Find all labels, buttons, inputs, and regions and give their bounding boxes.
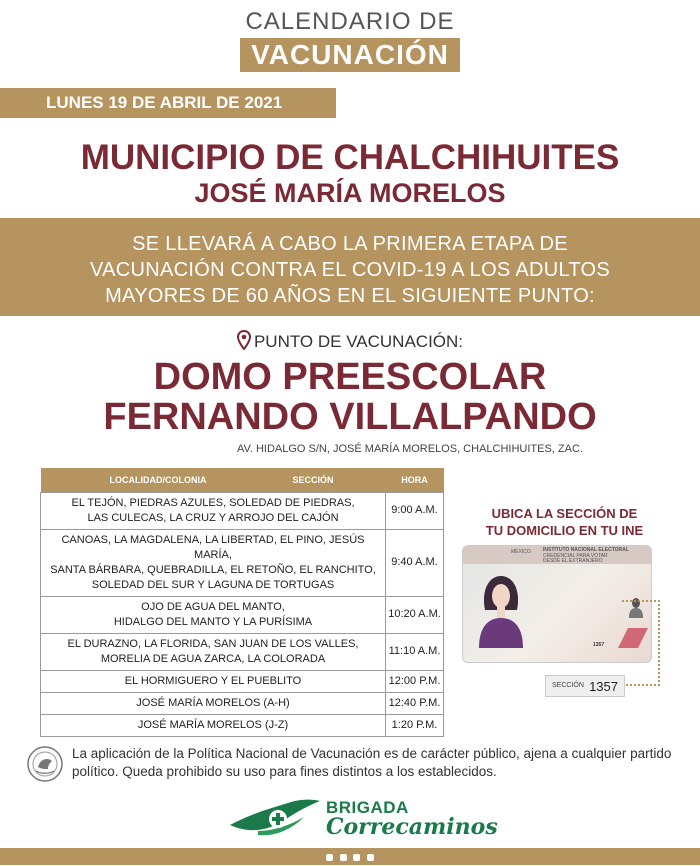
announcement-banner — [0, 218, 700, 316]
schedule-table — [40, 468, 444, 737]
instagram-icon — [353, 854, 360, 861]
twitter-icon — [340, 854, 347, 861]
locality-line: SANTA BÁRBARA, QUEBRADILLA, EL RETOÑO, EL RANCHITO, — [50, 563, 376, 576]
municipality-title: MUNICIPIO DE CHALCHIHUITES — [80, 138, 620, 177]
map-pin-icon — [237, 330, 251, 350]
table-row — [41, 633, 444, 670]
brigada-logo — [228, 795, 498, 845]
disclaimer-text: La aplicación de la Política Nacional de Vacunación es de carácter público, ajena a cualquier partido político. Queda prohibido su uso para fines distintos a los establecidos. — [72, 746, 672, 779]
locality-cell — [41, 633, 386, 670]
municipality-subtitle: JOSÉ MARÍA MORELOS — [194, 178, 506, 208]
locality-line: EL DURAZNO, LA FLORIDA, SAN JUAN DE LOS VALLES, — [67, 637, 359, 650]
locality-header: LOCALIDAD/COLONIA SECCIÓN — [41, 468, 386, 492]
ine-instructions — [462, 505, 667, 539]
schedule-body — [41, 492, 444, 736]
ine-card-institute: INSTITUTO NACIONAL ELECTORAL — [543, 547, 629, 553]
time-cell: 11:10 A.M. — [386, 633, 444, 670]
brand-line1: BRIGADA — [326, 798, 409, 817]
section-badge — [545, 675, 625, 697]
locality-cell — [41, 714, 386, 736]
table-row — [41, 692, 444, 714]
table-row — [41, 596, 444, 633]
time-cell: 9:40 A.M. — [386, 529, 444, 596]
venue-label-row — [0, 330, 700, 352]
roadrunner-logo-icon — [228, 795, 323, 843]
locality-line: MORELIA DE AGUA ZARCA, LA COLORADA — [100, 652, 326, 665]
time-cell: 1:20 P.M. — [386, 714, 444, 736]
locality-cell — [41, 492, 386, 529]
time-cell: 12:40 P.M. — [386, 692, 444, 714]
ine-card-section: 1357 — [593, 642, 605, 648]
ine-title-line: UBICA LA SECCIÓN DE — [491, 506, 638, 521]
locality-cell — [41, 670, 386, 692]
footer-bar — [0, 848, 700, 865]
section-badge-label: SECCIÓN — [552, 682, 584, 689]
section-badge-value: 1357 — [589, 679, 618, 694]
announcement-line: MAYORES DE 60 AÑOS EN EL SIGUIENTE PUNTO: — [105, 285, 595, 307]
locality-line: LAS CULECAS, LA CRUZ Y ARROJO DEL CAJÓN — [87, 511, 339, 524]
locality-line: SOLEDAD DEL SUR Y LAGUNA DE TORTUGAS — [91, 578, 335, 591]
locality-cell — [41, 692, 386, 714]
table-row — [41, 670, 444, 692]
locality-line: JOSÉ MARÍA MORELOS (J-Z) — [137, 718, 289, 731]
venue-name-line2: FERNANDO VILLALPANDO — [103, 396, 597, 438]
ine-card-doc: CREDENCIAL PARA VOTAR — [543, 553, 608, 559]
venue-label: PUNTO DE VACUNACIÓN: — [253, 332, 464, 351]
announcement-line: SE LLEVARÁ A CABO LA PRIMERA ETAPA DE — [132, 233, 568, 255]
locality-cell — [41, 529, 386, 596]
table-row — [41, 529, 444, 596]
ine-card-country: MÉXICO — [511, 549, 531, 555]
brand-line2: Correcaminos — [326, 814, 498, 840]
youtube-icon — [367, 854, 374, 861]
locality-line: EL TEJÓN, PIEDRAS AZULES, SOLEDAD DE PIEDRAS, — [71, 496, 355, 509]
locality-line: JOSÉ MARÍA MORELOS (A-H) — [136, 696, 290, 709]
section-header: SECCIÓN — [292, 474, 334, 485]
ine-card-band — [463, 546, 652, 564]
locality-line: CANOAS, LA MAGDALENA, LA LIBERTAD, EL PINO, JESÚS MARÍA, — [61, 533, 365, 561]
locality-line: OJO DE AGUA DEL MANTO, — [141, 600, 285, 613]
venue-name-line1: DOMO PREESCOLAR — [153, 356, 547, 398]
locality-line: HIDALGO DEL MANTO Y LA PURÍSIMA — [113, 615, 313, 628]
announcement-line: VACUNACIÓN CONTRA EL COVID-19 A LOS ADULTOS — [89, 259, 611, 281]
time-cell: 12:00 P.M. — [386, 670, 444, 692]
facebook-icon — [326, 854, 333, 861]
venue-address: AV. HIDALGO S/N, JOSÉ MARÍA MORELOS, CHALCHIHUITES, ZAC. — [237, 443, 583, 455]
time-header: HORA — [386, 468, 444, 492]
header-title: CALENDARIO DE — [245, 8, 455, 35]
table-row — [41, 492, 444, 529]
person-photo-icon — [475, 570, 527, 648]
ine-title-line: TU DOMICILIO EN TU INE — [485, 523, 644, 538]
date-banner: LUNES 19 DE ABRIL DE 2021 — [0, 88, 336, 118]
ine-card-from: DESDE EL EXTRANJERO — [543, 558, 603, 564]
locality-line: EL HORMIGUERO Y EL PUEBLITO — [124, 674, 302, 687]
header-subtitle: VACUNACIÓN — [240, 38, 460, 72]
table-header-row — [41, 468, 444, 492]
table-row — [41, 714, 444, 736]
time-cell: 9:00 A.M. — [386, 492, 444, 529]
section-pointer-line — [622, 600, 660, 686]
time-cell: 10:20 A.M. — [386, 596, 444, 633]
mexico-seal-icon — [26, 745, 64, 783]
locality-cell — [41, 596, 386, 633]
